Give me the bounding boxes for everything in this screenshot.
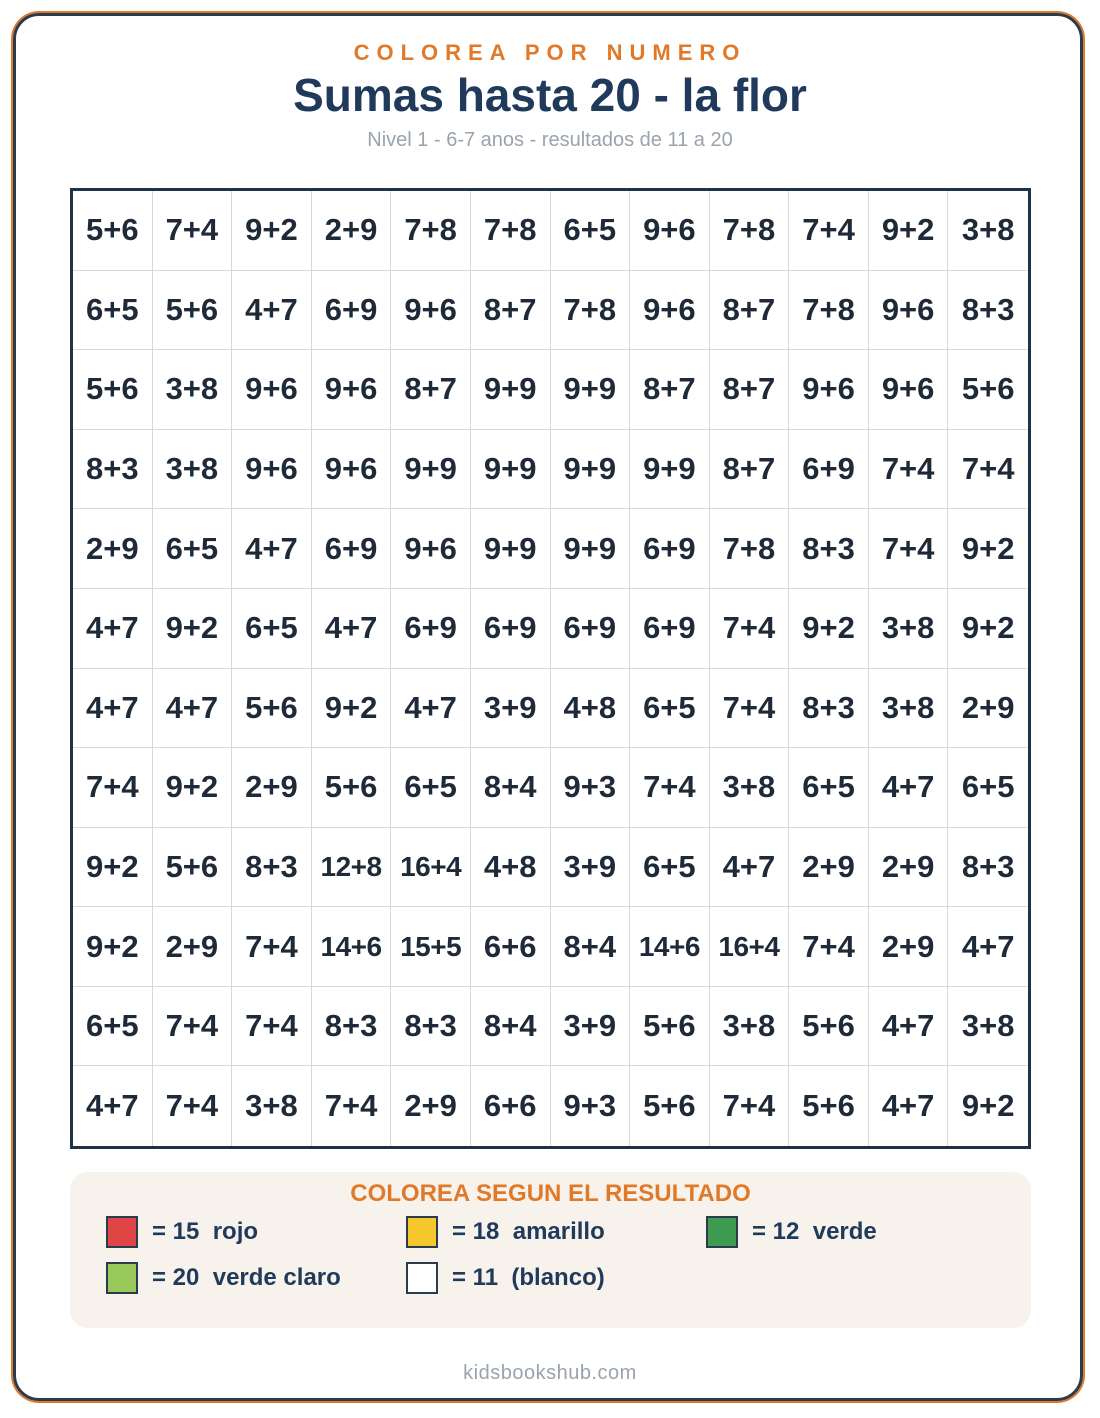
- grid-cell[interactable]: 4+7: [73, 669, 153, 749]
- grid-cell[interactable]: 7+4: [869, 430, 949, 510]
- grid-cell[interactable]: 9+6: [391, 271, 471, 351]
- grid-cell[interactable]: 7+4: [153, 987, 233, 1067]
- grid-cell[interactable]: 9+2: [948, 509, 1028, 589]
- grid-cell[interactable]: 2+9: [869, 907, 949, 987]
- grid-cell[interactable]: 15+5: [391, 907, 471, 987]
- grid-cell[interactable]: 5+6: [630, 987, 710, 1067]
- swatch-light-green: [106, 1262, 138, 1294]
- grid-cell[interactable]: 2+9: [869, 828, 949, 908]
- grid-cell[interactable]: 6+9: [789, 430, 869, 510]
- grid-cell[interactable]: 5+6: [789, 987, 869, 1067]
- grid-cell[interactable]: 4+7: [869, 748, 949, 828]
- legend-item-green: [706, 1216, 877, 1248]
- color-legend: [70, 1172, 1031, 1328]
- grid-cell[interactable]: 7+4: [789, 907, 869, 987]
- grid-cell[interactable]: 7+4: [630, 748, 710, 828]
- grid-cell[interactable]: 9+6: [869, 271, 949, 351]
- grid-cell[interactable]: 7+4: [710, 669, 790, 749]
- page-subtitle: Nivel 1 - 6-7 anos - resultados de 11 a 20: [367, 129, 733, 151]
- grid-cell[interactable]: 7+4: [710, 589, 790, 669]
- grid-cell[interactable]: 4+7: [153, 669, 233, 749]
- grid-cell[interactable]: 6+9: [471, 589, 551, 669]
- grid-cell[interactable]: 9+2: [153, 589, 233, 669]
- grid-cell[interactable]: 6+5: [630, 669, 710, 749]
- grid-cell[interactable]: 9+2: [312, 669, 392, 749]
- swatch-yellow: [406, 1216, 438, 1248]
- grid-cell[interactable]: 8+4: [471, 987, 551, 1067]
- legend-title: COLOREA SEGUN EL RESULTADO: [350, 1180, 751, 1207]
- grid-cell[interactable]: 7+4: [312, 1066, 392, 1146]
- grid-cell[interactable]: 2+9: [312, 191, 392, 271]
- grid-cell[interactable]: 6+5: [948, 748, 1028, 828]
- grid-cell[interactable]: 3+8: [948, 191, 1028, 271]
- grid-cell[interactable]: 6+9: [630, 509, 710, 589]
- grid-cell[interactable]: 3+9: [551, 987, 631, 1067]
- grid-cell[interactable]: 8+3: [789, 669, 869, 749]
- legend-label: = 12 verde: [752, 1218, 877, 1245]
- grid-cell[interactable]: 3+8: [710, 987, 790, 1067]
- grid-cell[interactable]: 4+7: [73, 589, 153, 669]
- grid-cell[interactable]: 3+9: [471, 669, 551, 749]
- grid-cell[interactable]: 4+7: [73, 1066, 153, 1146]
- grid-cell[interactable]: 9+3: [551, 748, 631, 828]
- grid-cell[interactable]: 8+3: [232, 828, 312, 908]
- grid-cell[interactable]: 7+8: [710, 191, 790, 271]
- grid-cell[interactable]: 4+7: [869, 987, 949, 1067]
- grid-cell[interactable]: 16+4: [710, 907, 790, 987]
- grid-cell[interactable]: 5+6: [153, 828, 233, 908]
- legend-item-red: [106, 1216, 258, 1248]
- grid-cell[interactable]: 9+2: [73, 907, 153, 987]
- grid-cell[interactable]: 4+7: [710, 828, 790, 908]
- grid-cell[interactable]: 8+3: [312, 987, 392, 1067]
- grid-cell[interactable]: 9+9: [630, 430, 710, 510]
- grid-cell[interactable]: 3+8: [232, 1066, 312, 1146]
- swatch-red: [106, 1216, 138, 1248]
- grid-cell[interactable]: 4+7: [232, 271, 312, 351]
- grid-cell[interactable]: 2+9: [73, 509, 153, 589]
- legend-label: = 18 amarillo: [452, 1218, 605, 1245]
- grid-cell[interactable]: 9+2: [869, 191, 949, 271]
- grid-cell[interactable]: 7+4: [948, 430, 1028, 510]
- page-title: Sumas hasta 20 - la flor: [293, 69, 807, 121]
- grid-cell[interactable]: 8+3: [73, 430, 153, 510]
- grid-cell[interactable]: 4+7: [232, 509, 312, 589]
- grid-cell[interactable]: 8+3: [391, 987, 471, 1067]
- legend-item-light-green: [106, 1262, 341, 1294]
- grid-cell[interactable]: 9+6: [391, 509, 471, 589]
- grid-cell[interactable]: 6+9: [312, 509, 392, 589]
- grid-cell[interactable]: 9+9: [551, 350, 631, 430]
- grid-cell[interactable]: 9+2: [789, 589, 869, 669]
- grid-cell[interactable]: 7+4: [153, 191, 233, 271]
- grid-cell[interactable]: 5+6: [948, 350, 1028, 430]
- grid-cell[interactable]: 9+6: [869, 350, 949, 430]
- grid-cell[interactable]: 3+8: [153, 350, 233, 430]
- grid-cell[interactable]: 3+8: [710, 748, 790, 828]
- grid-cell[interactable]: 7+4: [232, 907, 312, 987]
- grid-cell[interactable]: 5+6: [630, 1066, 710, 1146]
- grid-cell[interactable]: 12+8: [312, 828, 392, 908]
- grid-cell[interactable]: 7+4: [789, 191, 869, 271]
- grid-cell[interactable]: 5+6: [153, 271, 233, 351]
- page-kicker: COLOREA POR NUMERO: [353, 40, 747, 65]
- grid-cell[interactable]: 7+8: [710, 509, 790, 589]
- grid-cell[interactable]: 5+6: [232, 669, 312, 749]
- grid-cell[interactable]: 8+7: [471, 271, 551, 351]
- swatch-white: [406, 1262, 438, 1294]
- grid-cell[interactable]: 9+9: [391, 430, 471, 510]
- grid-cell[interactable]: 7+4: [710, 1066, 790, 1146]
- grid-cell[interactable]: 8+3: [948, 271, 1028, 351]
- grid-cell[interactable]: 5+6: [73, 191, 153, 271]
- grid-cell[interactable]: 7+8: [471, 191, 551, 271]
- grid-cell[interactable]: 8+7: [710, 271, 790, 351]
- footer-url: kidsbookshub.com: [463, 1362, 637, 1384]
- grid-cell[interactable]: 4+7: [869, 1066, 949, 1146]
- grid-cell[interactable]: 9+6: [630, 191, 710, 271]
- grid-cell[interactable]: 6+5: [789, 748, 869, 828]
- grid-cell[interactable]: 7+4: [153, 1066, 233, 1146]
- grid-cell[interactable]: 3+8: [948, 987, 1028, 1067]
- grid-cell[interactable]: 7+4: [869, 509, 949, 589]
- grid-cell[interactable]: 9+6: [789, 350, 869, 430]
- grid-cell[interactable]: 6+9: [391, 589, 471, 669]
- swatch-green: [706, 1216, 738, 1248]
- grid-cell[interactable]: 9+9: [471, 430, 551, 510]
- grid-cell[interactable]: 8+7: [391, 350, 471, 430]
- grid-cell[interactable]: 4+7: [312, 589, 392, 669]
- grid-cell[interactable]: 5+6: [789, 1066, 869, 1146]
- grid-cell[interactable]: 8+7: [710, 350, 790, 430]
- grid-cell[interactable]: 5+6: [73, 350, 153, 430]
- grid-cell[interactable]: 2+9: [789, 828, 869, 908]
- grid-cell[interactable]: 8+3: [789, 509, 869, 589]
- grid-cell[interactable]: 8+7: [630, 350, 710, 430]
- grid-cell[interactable]: 9+2: [961, 1088, 1015, 1124]
- legend-label: = 11 (blanco): [452, 1264, 605, 1291]
- grid-cell[interactable]: 6+5: [73, 987, 153, 1067]
- grid-cell[interactable]: 7+8: [789, 271, 869, 351]
- grid-cell[interactable]: 6+9: [630, 589, 710, 669]
- grid-cell[interactable]: 9+6: [630, 271, 710, 351]
- grid-cell[interactable]: 9+6: [232, 350, 312, 430]
- grid-cell[interactable]: 7+8: [551, 271, 631, 351]
- grid-cell[interactable]: 14+6: [630, 907, 710, 987]
- grid-cell[interactable]: 8+7: [710, 430, 790, 510]
- grid-cell[interactable]: 6+5: [630, 828, 710, 908]
- grid-cell[interactable]: 6+5: [391, 748, 471, 828]
- grid-cell[interactable]: 6+6: [471, 1066, 551, 1146]
- grid-cell[interactable]: 3+8: [869, 589, 949, 669]
- grid-cell[interactable]: 6+5: [551, 191, 631, 271]
- grid-cell[interactable]: 14+6: [312, 907, 392, 987]
- grid-cell[interactable]: 6+6: [471, 907, 551, 987]
- grid-cell[interactable]: 6+5: [153, 509, 233, 589]
- grid-cell[interactable]: 4+8: [551, 669, 631, 749]
- legend-label: = 15 rojo: [152, 1218, 259, 1245]
- legend-item-white: [406, 1262, 605, 1294]
- grid-cell[interactable]: 7+8: [391, 191, 471, 271]
- grid-cell[interactable]: 9+9: [471, 350, 551, 430]
- grid-cell[interactable]: 8+4: [471, 748, 551, 828]
- grid-cell[interactable]: 9+6: [232, 430, 312, 510]
- grid-cell[interactable]: 6+5: [232, 589, 312, 669]
- legend-label: = 20 verde claro: [152, 1264, 341, 1291]
- grid-cell[interactable]: 16+4: [391, 828, 471, 908]
- grid-cell[interactable]: 3+8: [869, 669, 949, 749]
- legend-item-yellow: [406, 1216, 605, 1248]
- grid-cell[interactable]: 8+4: [551, 907, 631, 987]
- grid-cell[interactable]: 8+3: [948, 828, 1028, 908]
- grid-cell[interactable]: 3+8: [153, 430, 233, 510]
- grid-cell[interactable]: 2+9: [153, 907, 233, 987]
- grid-cell[interactable]: 9+2: [232, 191, 312, 271]
- grid-cell[interactable]: 7+4: [73, 748, 153, 828]
- grid-cell[interactable]: 9+9: [551, 430, 631, 510]
- grid-cell[interactable]: 6+9: [312, 271, 392, 351]
- grid-cell[interactable]: 9+2: [153, 748, 233, 828]
- color-by-number-grid: [70, 188, 1031, 1149]
- grid-cell[interactable]: 5+6: [312, 748, 392, 828]
- grid-cell[interactable]: 9+2: [948, 589, 1028, 669]
- grid-cell[interactable]: 4+7: [948, 907, 1028, 987]
- grid-cell[interactable]: 6+5: [73, 271, 153, 351]
- grid-cell[interactable]: 7+4: [232, 987, 312, 1067]
- grid-cell[interactable]: 9+9: [551, 509, 631, 589]
- grid-cell[interactable]: 9+9: [471, 509, 551, 589]
- grid-cell[interactable]: 4+8: [471, 828, 551, 908]
- grid-cell[interactable]: 2+9: [232, 748, 312, 828]
- grid-cell[interactable]: 2+9: [948, 669, 1028, 749]
- grid-cell[interactable]: 9+2: [73, 828, 153, 908]
- grid-cell[interactable]: 9+6: [312, 350, 392, 430]
- grid-cell[interactable]: 4+7: [391, 669, 471, 749]
- grid-cell[interactable]: 2+9: [391, 1066, 471, 1146]
- grid-cell[interactable]: 9+6: [312, 430, 392, 510]
- grid-cell[interactable]: 6+9: [551, 589, 631, 669]
- grid-cell[interactable]: 9+3: [551, 1066, 631, 1146]
- grid-cell[interactable]: 3+9: [551, 828, 631, 908]
